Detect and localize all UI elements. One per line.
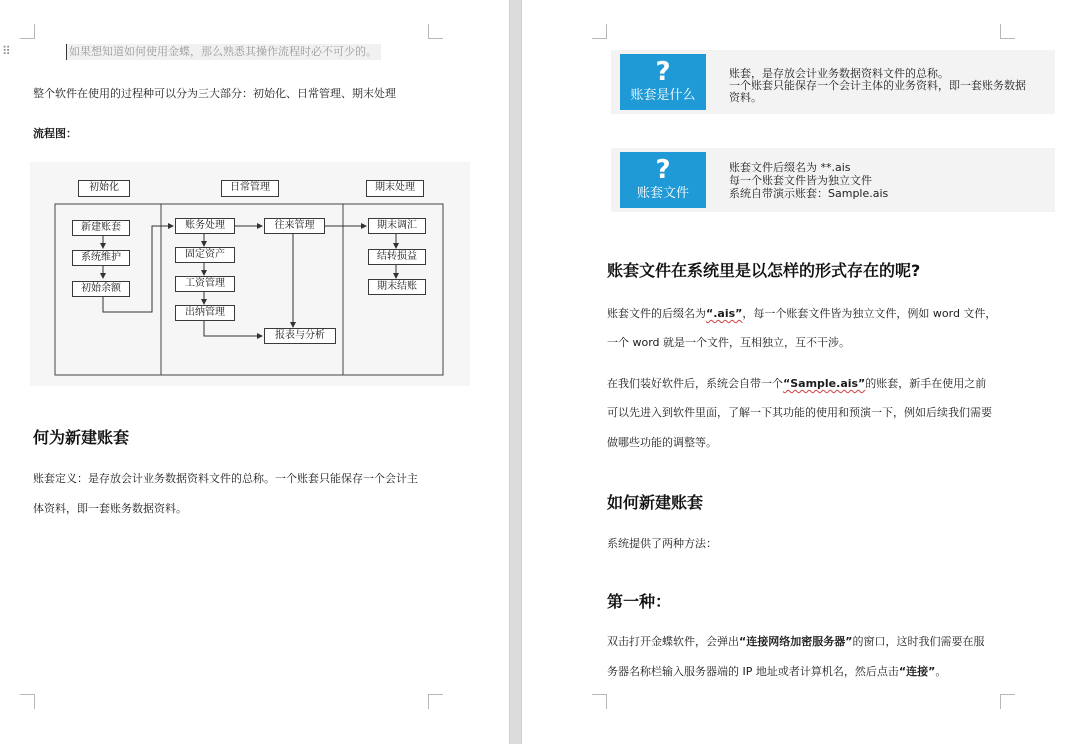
flow-step-initial-balance: 初始余额 <box>72 281 130 297</box>
text-run: 。 <box>935 665 947 678</box>
paragraph-line <box>607 306 996 322</box>
card-text-line: 账套文件后缀名为 **.ais <box>729 161 851 174</box>
paragraph-line <box>607 664 946 680</box>
page-corner-mark <box>20 24 35 39</box>
card-text-line: 账套，是存放会计业务数据资料文件的总称。 <box>729 67 949 80</box>
page-corner-mark <box>428 694 443 709</box>
question-mark-icon: ? <box>655 57 671 87</box>
heading-account-file-form: 账套文件在系统里是以怎样的形式存在的呢? <box>607 261 921 280</box>
paragraph-drag-handle-icon[interactable]: ⠿ <box>2 44 9 58</box>
text-run: 在我们装好软件后，系统会自带一个 <box>607 377 783 390</box>
flow-step-carry-forward: 结转损益 <box>368 249 426 265</box>
text-run: 双击打开金蝶软件，会弹出 <box>607 635 739 648</box>
flow-step-report: 报表与分析 <box>264 328 336 344</box>
flowchart-diagram <box>30 162 470 386</box>
page-corner-mark <box>1000 694 1015 709</box>
flow-header-closing: 期末处理 <box>366 180 424 197</box>
question-badge <box>620 54 706 110</box>
page-gutter <box>509 0 522 744</box>
flow-header-init: 初始化 <box>78 180 130 197</box>
card-text-line: 资料。 <box>729 91 762 104</box>
connect-keyword-text: “连接” <box>898 665 936 678</box>
paragraph-line: 做哪些功能的调整等。 <box>607 436 717 449</box>
flow-step-payroll: 工资管理 <box>175 276 235 292</box>
section-heading: 何为新建账套 <box>33 428 130 447</box>
paragraph-line: 系统提供了两种方法： <box>607 537 717 550</box>
heading-how-to-create: 如何新建账套 <box>607 493 704 512</box>
definition-line-2: 体资料，即一套账务数据资料。 <box>33 502 187 515</box>
page-corner-mark <box>428 24 443 39</box>
dialog-name-text: “连接网络加密服务器” <box>739 635 853 648</box>
ais-extension-text: “.ais” <box>706 307 743 320</box>
text-run: 务器名称栏输入服务器端的 IP 地址或者计算机名，然后点击 <box>607 665 899 678</box>
flow-step-cashier: 出纳管理 <box>175 305 235 321</box>
flowchart-label: 流程图： <box>33 127 77 140</box>
heading-method-one: 第一种： <box>607 592 672 611</box>
sample-file-text: “Sample.ais” <box>783 377 866 390</box>
card-text-line: 系统自带演示账套：Sample.ais <box>729 187 889 200</box>
page-corner-mark <box>592 694 607 709</box>
card-text-line: 一个账套只能保存一个会计主体的业务资料，即一套账务数据 <box>729 79 1026 92</box>
paragraph-line <box>607 634 984 650</box>
info-card-account-file <box>611 148 1055 212</box>
flow-header-daily: 日常管理 <box>221 180 279 197</box>
text-run: 的窗口，这时我们需要在服 <box>852 635 985 648</box>
flow-step-new-account: 新建账套 <box>72 220 130 236</box>
page-corner-mark <box>1000 24 1015 39</box>
card-text-line: 每一个账套文件皆为独立文件 <box>729 174 872 187</box>
intro-paragraph: 整个软件在使用的过程种可以分为三大部分：初始化、日常管理、期末处理 <box>33 87 396 100</box>
text-run: ，每一个账套文件皆为独立文件，例如 word 文件， <box>742 307 997 320</box>
question-badge <box>620 152 706 208</box>
badge-label: 账套文件 <box>636 186 689 201</box>
paragraph-line: 一个 word 就是一个文件，互相独立，互不干涉。 <box>607 336 851 349</box>
page-corner-mark <box>20 694 35 709</box>
placeholder-hint-text[interactable]: 如果想知道如何使用金蝶，那么熟悉其操作流程时必不可少的。 <box>66 44 381 60</box>
text-run: 账套文件的后缀名为 <box>607 307 706 320</box>
document-page-left <box>0 0 509 744</box>
flow-step-period-close: 期末结账 <box>368 279 426 295</box>
flow-step-system-maintenance: 系统维护 <box>72 250 130 266</box>
page-corner-mark <box>592 24 607 39</box>
text-run: 的账套，新手在使用之前 <box>865 377 987 390</box>
question-mark-icon: ? <box>655 155 671 185</box>
info-card-what-is-account <box>611 50 1055 114</box>
definition-line-1: 账套定义：是存放会计业务数据资料文件的总称。一个账套只能保存一个会计主 <box>33 472 418 485</box>
flow-step-accounting: 账务处理 <box>175 218 235 234</box>
paragraph-line <box>607 376 986 392</box>
flow-step-fixed-assets: 固定资产 <box>175 247 235 263</box>
paragraph-line: 可以先进入到软件里面，了解一下其功能的使用和预演一下，例如后续我们需要 <box>607 406 992 419</box>
badge-label: 账套是什么 <box>630 88 696 103</box>
flow-step-period-adjust: 期末调汇 <box>368 218 426 234</box>
flow-step-dealings: 往来管理 <box>264 218 325 234</box>
